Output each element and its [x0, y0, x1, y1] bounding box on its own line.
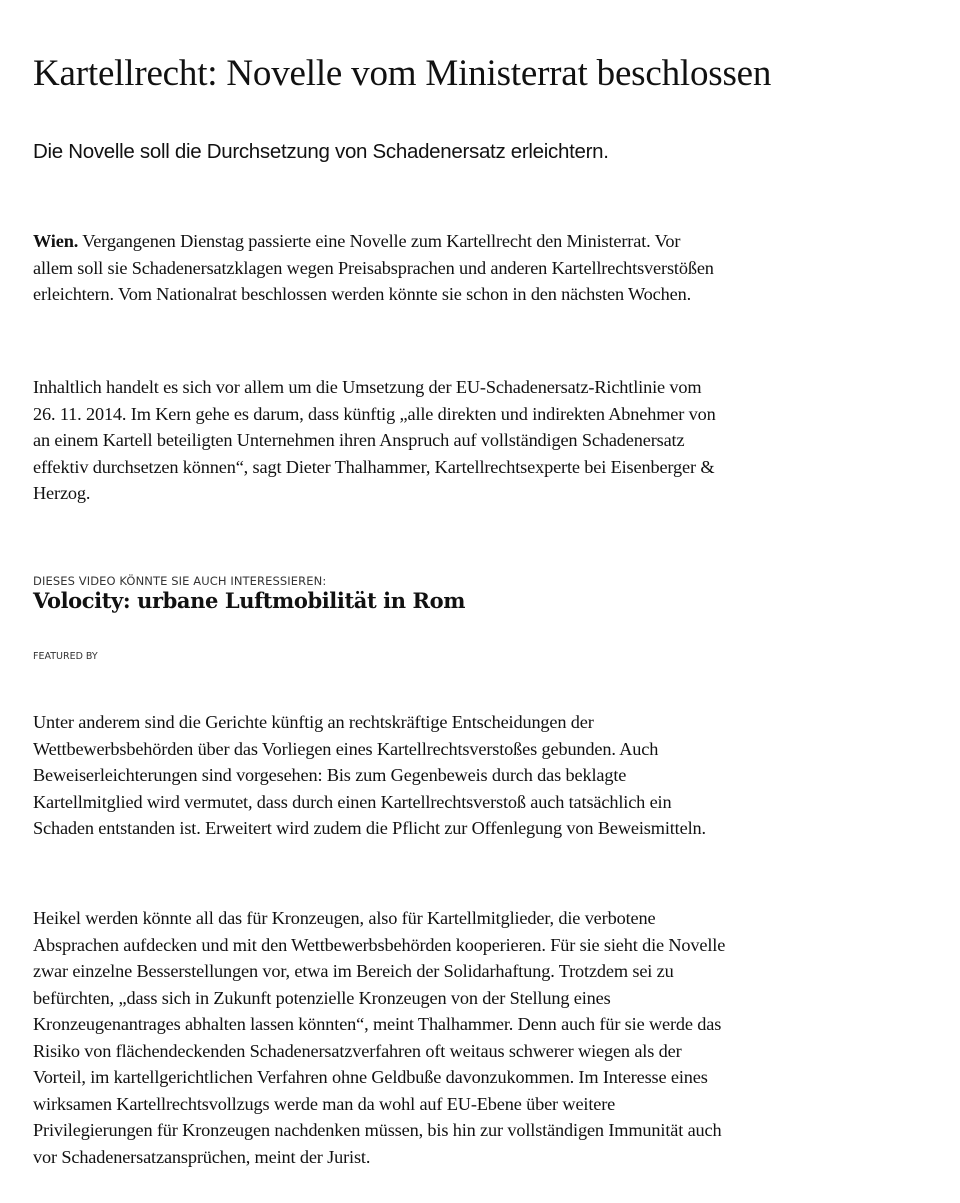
paragraph-line: Inhaltlich handelt es sich vor allem um die Umsetzung der EU-Schadenersatz-Richtlinie vom [33, 377, 702, 397]
paragraph-line: Wettbewerbsbehörden über das Vorliegen eines Kartellrechtsverstoßes gebunden. Auch [33, 738, 659, 759]
paragraph-line: allem soll sie Schadenersatzklagen wegen Preisabsprachen und anderen Kartellrechtsverstößen [33, 257, 714, 278]
paragraph-line: Absprachen aufdecken und mit den Wettbewerbsbehörden kooperieren. Für sie sieht die Novelle [33, 934, 726, 955]
paragraph-line: Herzog. [33, 483, 91, 503]
paragraph-line: zwar einzelne Besserstellungen vor, etwa im Bereich der Solidarhaftung. Trotzdem sei zu [33, 961, 674, 981]
paragraph-line: wirksamen Kartellrechtsvollzugs werde man da wohl auf EU-Ebene über weitere [33, 1093, 616, 1114]
article-title: Kartellrecht: Novelle vom Ministerrat beschlossen [33, 53, 772, 94]
paragraph-line: Privilegierungen für Kronzeugen nachdenken müssen, bis hin zur vollständigen Immunität auch [33, 1120, 722, 1140]
paragraph-4 [33, 905, 725, 1170]
video-teaser-kicker: DIESES VIDEO KÖNNTE SIE AUCH INTERESSIEREN: [33, 574, 327, 588]
video-teaser-title[interactable]: Volocity: urbane Luftmobilität in Rom [33, 588, 466, 613]
paragraph-line: Vorteil, im kartellgerichtlichen Verfahren ohne Geldbuße davonzukommen. Im Interesse eines [33, 1067, 708, 1087]
paragraph-line: befürchten, „dass sich in Zukunft potenzielle Kronzeugen von der Stellung eines [33, 987, 611, 1008]
paragraph-line: Unter anderem sind die Gerichte künftig an rechtskräftige Entscheidungen der [33, 712, 594, 732]
paragraph-line: Risiko von flächendeckenden Schadenersatzverfahren oft weitaus schwerer wiegen als der [33, 1040, 682, 1061]
paragraph-line: Beweiserleichterungen sind vorgesehen: Bis zum Gegenbeweis durch das beklagte [33, 765, 627, 785]
paragraph-line: an einem Kartell beteiligten Unternehmen ihren Anspruch auf vollständigen Schadenersatz [33, 430, 685, 450]
paragraph-line [33, 228, 714, 255]
paragraph-line: effektiv durchsetzen können“, sagt Dieter Thalhammer, Kartellrechtsexperte bei Eisenberger & [33, 456, 715, 477]
paragraph-line-text: Vergangenen Dienstag passierte eine Novelle zum Kartellrecht den Ministerrat. Vor [78, 231, 681, 251]
featured-by-label: FEATURED BY [33, 651, 98, 662]
paragraph-line: Heikel werden könnte all das für Kronzeugen, also für Kartellmitglieder, die verbotene [33, 908, 656, 928]
article-lead: Die Novelle soll die Durchsetzung von Schadenersatz erleichtern. [33, 140, 609, 163]
paragraph-line: Schaden entstanden ist. Erweitert wird zudem die Pflicht zur Offenlegung von Beweismitteln. [33, 818, 706, 838]
dateline: Wien. [33, 231, 79, 251]
paragraph-line: erleichtern. Vom Nationalrat beschlossen werden könnte sie schon in den nächsten Wochen. [33, 284, 691, 304]
paragraph-line: Kronzeugenantrages abhalten lassen könnten“, meint Thalhammer. Denn auch für sie werde das [33, 1014, 722, 1034]
paragraph-line: vor Schadenersatzansprüchen, meint der Jurist. [33, 1146, 371, 1167]
paragraph-line: Kartellmitglied wird vermutet, dass durch einen Kartellrechtsverstoß auch tatsächlich ein [33, 791, 672, 812]
paragraph-2 [33, 374, 716, 507]
paragraph-line: 26. 11. 2014. Im Kern gehe es darum, dass künftig „alle direkten und indirekten Abnehmer von [33, 403, 716, 424]
paragraph-1 [33, 228, 714, 308]
paragraph-3 [33, 709, 706, 842]
